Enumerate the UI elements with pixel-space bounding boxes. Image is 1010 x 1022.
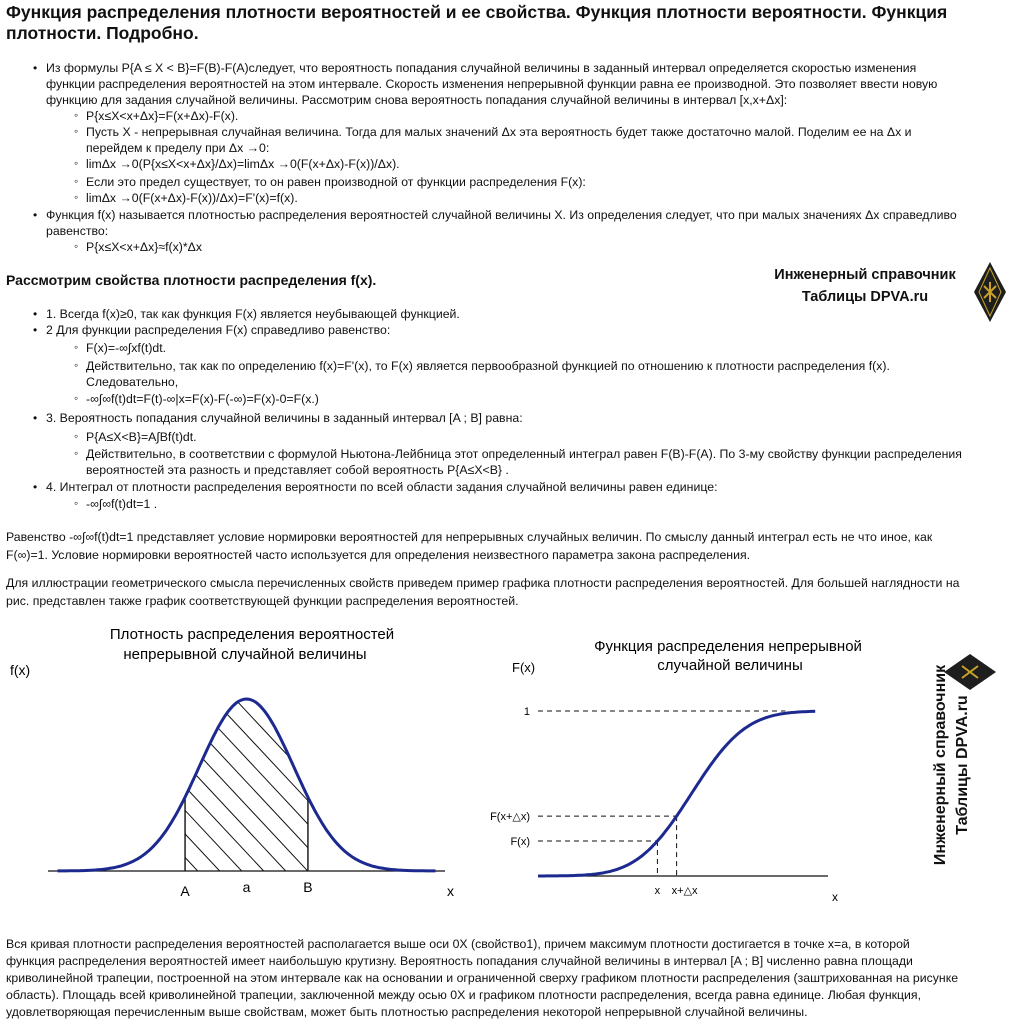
density-hatch-line <box>117 667 317 881</box>
intro-sub-4: ◦ Если это предел существует, то он равен производной от функции распределения F(x): <box>86 175 586 190</box>
intro-bullet-2-line-2: равенство: <box>46 224 109 238</box>
intro-sub-2-line-1: ◦ Пусть X - непрерывная случайная величина. Тогда для малых значений Δx эта вероятность будет также достаточно малой. Поделим ее на Δx и <box>86 125 912 140</box>
cdf-chart <box>490 630 870 910</box>
density-chart <box>0 615 490 915</box>
prop-3-proof-line-2: вероятностей эта разность и представляет собой вероятность P{A≤X<B} . <box>86 463 509 477</box>
cdf-chart-title-line-1: Функция распределения непрерывной <box>594 638 862 655</box>
intro-sub-2-line-2: перейдем к пределу при Δx →0: <box>86 141 270 155</box>
prop-2-formula: ◦ F(x)=-∞∫xf(t)dt. <box>86 341 166 356</box>
prop-2-proof-line-2: Следовательно, <box>86 375 179 389</box>
density-hatch-line <box>425 667 490 881</box>
density-tick-label: a <box>242 879 251 895</box>
prop-2-proof-line-1: ◦ Действительно, так как по определению f(x)=F'(x), то F(x) является первообразной функцией по отношению к плотности распределения f(x). <box>86 359 890 374</box>
intro-bullet-2-line-1: • Функция f(x) называется плотностью распределения вероятностей случайной величины X. Из определения следует, что при малых значениях Δx справедливо <box>46 208 957 223</box>
density-hatch-line <box>293 667 490 881</box>
prop-3: • 3. Вероятность попадания случайной величины в заданный интервал [A ; B] равна: <box>46 411 523 426</box>
intro-bullet-1-line-1: • Из формулы P{A ≤ X < B}=F(B)-F(A)следует, что вероятность попадания случайной величины в заданный интервал определяется скоростью изменения <box>46 61 916 76</box>
density-hatch-line <box>337 667 490 881</box>
prop-2-derivation: ◦ -∞∫∞f(t)dt=F(t)-∞|x=F(x)-F(-∞)=F(x)-0=F(x.) <box>86 392 319 407</box>
density-x-axis-label: x <box>447 883 454 899</box>
intro-bullet-1-line-3: функцию для задания случайной величины. Рассмотрим снова вероятность попадания случайной величины в интервал [x,x+Δx]: <box>46 93 788 107</box>
vertical-watermark-line-1: Инженерный справочник <box>932 664 949 866</box>
watermark-line-1: Инженерный справочник <box>774 267 956 283</box>
density-hatch-line <box>447 667 490 881</box>
density-hatch-line <box>139 667 339 881</box>
cdf-y-tick-label: 1 <box>523 706 530 718</box>
prop-2: • 2 Для функции распределения F(x) справедливо равенство: <box>46 323 390 338</box>
density-hatch-line <box>381 667 490 881</box>
density-hatch-line <box>249 667 449 881</box>
density-hatch-line <box>7 667 207 881</box>
conclusion-line-5: удовлетворяющая перечисленным выше свойствам, может быть плотностью распределения некоторой непрерывной случайной величины. <box>6 1005 808 1019</box>
density-tick-label: A <box>180 883 190 899</box>
intro-bullet-1-line-2: функции распределения вероятностей на этом интервале. Скорость изменения непрерывной функции равна ее производной. Это позволяет ввести новую <box>46 77 938 91</box>
conclusion-line-3: криволинейной трапеции, построенной на этом интервале как на основании и ограниченной сверху графиком плотности распределения (заштрихованная на рисунке <box>6 971 959 985</box>
cdf-chart-title-line-2: случайной величины <box>657 657 803 674</box>
cdf-y-axis-label: F(x) <box>512 660 536 675</box>
cdf-curve <box>538 711 815 876</box>
conclusion-paragraph <box>6 936 1006 1021</box>
illustration-paragraph <box>6 575 1006 610</box>
prop-3-proof-line-1: ◦ Действительно, в соответствии с формулой Ньютона-Лейбница этот определенный интеграл равен F(B)-F(A). По 3-му свойству функции распределения <box>86 447 962 462</box>
density-hatch-line <box>227 667 427 881</box>
intro-sub-5: ◦ limΔx →0(F(x+Δx)-F(x))/Δx)=F'(x)=f(x). <box>86 191 298 206</box>
prop-4: • 4. Интеграл от плотности распределения вероятности по всей области задания случайной величины равен единице: <box>46 480 717 495</box>
intro-sub-1: ◦ P{x≤X<x+Δx}=F(x+Δx)-F(x). <box>86 109 238 124</box>
cdf-x-tick-label: x <box>654 885 661 897</box>
density-tick-label: B <box>303 879 313 895</box>
normalization-paragraph <box>6 529 1006 564</box>
density-hatch-line <box>271 667 471 881</box>
density-hatch-line <box>183 667 383 881</box>
page-title: Функция распределения плотности вероятностей и ее свойства. Функция плотности вероятности. Функция плотности. Подробно. <box>6 2 948 43</box>
intro-sub-3: ◦ limΔx →0(P{x≤X<x+Δx}/Δx)=limΔx →0(F(x+Δx)-F(x))/Δx). <box>86 157 400 172</box>
prop-3-formula: ◦ P{A≤X<B}=A∫Bf(t)dt. <box>86 430 197 445</box>
density-hatch-line <box>205 667 405 881</box>
density-curve <box>58 699 436 871</box>
prop-4-formula: ◦ -∞∫∞f(t)dt=1 . <box>86 497 157 512</box>
section-title: Рассмотрим свойства плотности распределения f(x). <box>6 272 377 288</box>
normalization-line-2: F(∞)=1. Условие нормировки вероятностей часто используется для определения неизвестного параметра закона распределения. <box>6 547 751 562</box>
density-hatch-line <box>161 667 361 881</box>
cdf-y-tick-label: F(x+△x) <box>490 811 530 824</box>
illustration-line-1: Для иллюстрации геометрического смысла перечисленных свойств приведем пример графика плотности распределения вероятностей. Для большей наглядности на <box>6 576 960 590</box>
density-chart-title-line-1: Плотность распределения вероятностей <box>109 626 395 643</box>
normalization-line-1: Равенство -∞∫∞f(t)dt=1 представляет условие нормировки вероятностей для непрерывных случайных величин. По смыслу данный интеграл есть не что иное, как <box>6 530 933 544</box>
density-hatch-line <box>359 667 490 881</box>
density-hatch-line <box>403 667 490 881</box>
density-hatch-line <box>469 667 490 881</box>
cdf-y-tick-label: F(x) <box>510 836 530 849</box>
cdf-x-axis-label: x <box>832 890 838 904</box>
illustration-line-2: рис. представлен также график соответствующей функции распределения вероятностей. <box>6 593 519 608</box>
watermark-line-2: Таблицы DPVA.ru <box>801 289 929 305</box>
conclusion-line-1: Вся кривая плотности распределения вероятностей располагается выше оси 0X (свойство1), причем максимум плотности достигается в точке x=a, в которой <box>6 937 910 951</box>
watermark <box>752 264 978 308</box>
density-hatch-line <box>0 667 185 881</box>
vertical-watermark-line-2: Таблицы DPVA.ru <box>954 695 971 835</box>
density-chart-title-line-2: непрерывной случайной величины <box>123 646 367 663</box>
density-y-axis-label: f(x) <box>10 662 31 678</box>
prop-1: • 1. Всегда f(x)≥0, так как функция F(x) является неубывающей функцией. <box>46 307 460 322</box>
intro-sub-6: ◦ P{x≤X<x+Δx}≈f(x)*Δx <box>86 240 202 255</box>
dpva-logo-icon <box>972 260 1008 324</box>
vertical-watermark <box>930 630 986 900</box>
conclusion-line-2: функция распределения вероятностей имеет наибольшую крутизну. Вероятность попадания случайной величины в интервал [A ; B] численно равна площади <box>6 954 913 968</box>
cdf-x-tick-label: x+△x <box>671 885 698 897</box>
conclusion-line-4: область). Площадь всей криволинейной трапеции, заключенной между осью 0X и графиком плотности распределения, всегда равна единице. Любая функция, <box>6 988 921 1002</box>
density-hatch-line <box>29 667 229 881</box>
